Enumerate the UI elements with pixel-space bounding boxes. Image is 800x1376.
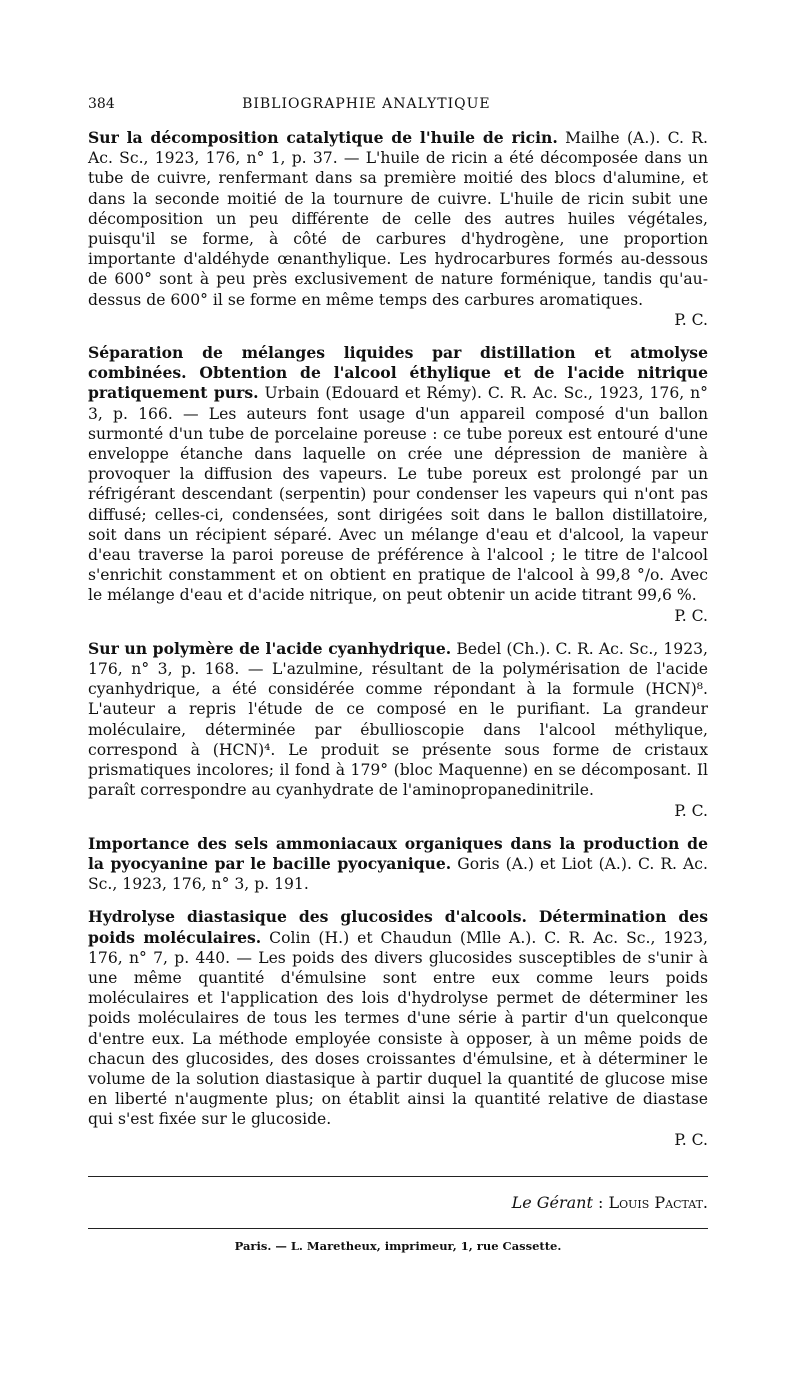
entry-signature: P. C.	[674, 1130, 708, 1149]
page-footer	[88, 1176, 708, 1253]
gerant-label: Le Gérant	[511, 1192, 593, 1212]
entry-signature: P. C.	[674, 606, 708, 625]
entry-title: Sur un polymère de l'acide cyanhydrique.	[88, 638, 452, 658]
running-title: BIBLIOGRAPHIE ANALYTIQUE	[242, 96, 491, 112]
entry-body: Urbain (Edouard et Rémy). C. R. Ac. Sc., 1923, 176, n° 3, p. 166. — Les auteurs font usage d'un appareil composé d'un ballon surmonté d'un tube de porcelaine poreuse : ce tube poreux est entouré d'une enveloppe étanche dans laquelle on crée une dépression de manière à provoquer la diffusion des vapeurs. Le tube poreux est prolongé par un réfrigérant descendant (serpentin) pour condenser les vapeurs qui n'ont pas diffusé; celles-ci, condensées, sont dirigées soit dans le ballon distillatoire, soit dans un récipient séparé. Avec un mélange d'eau et d'alcool, la vapeur d'eau traverse la paroi poreuse de préférence à l'alcool ; le titre de l'alcool s'enrichit constamment et on obtient en pratique de l'alcool à 99,8 °/o. Avec le mélange d'eau et d'acide nitrique, on peut obtenir un acide titrant 99,6 %.	[88, 384, 708, 605]
entry-body: Colin (H.) et Chaudun (Mlle A.). C. R. Ac. Sc., 1923, 176, n° 7, p. 440. — Les poids des divers glucosides susceptibles de s'unir à une même quantité d'émulsine sont entre eux comme leurs poids moléculaires et l'application des lois d'hydrolyse permet de déterminer les poids moléculaires de tous les termes d'une série à partir d'un quelconque d'entre eux. La méthode employée consiste à opposer, à un même poids de chacun des glucosides, des doses croissantes d'émulsine, et à déterminer le volume de la solution diastasique à partir duquel la quantité de glucose mise en liberté n'augmente plus; on établit ainsi la quantité relative de diastase qui s'est fixée sur le glucoside.	[88, 928, 708, 1129]
gerant-line	[88, 1193, 708, 1212]
page-header	[88, 96, 708, 112]
printer-line: Paris. — L. Maretheux, imprimeur, 1, rue Cassette.	[234, 1238, 562, 1253]
gerant-separator: :	[592, 1192, 609, 1212]
entry-title: Sur la décomposition catalytique de l'huile de ricin.	[88, 128, 558, 147]
page	[88, 96, 708, 1253]
divider	[88, 1228, 708, 1229]
entry-signature: P. C.	[674, 801, 708, 820]
entry-body: Goris (A.) et Liot (A.). C. R. Ac. Sc., 1923, 176, n° 3, p. 191.	[88, 854, 709, 894]
entry-title: Hydrolyse diastasique des glucosides d'alcools. Détermination des poids moléculaires.	[88, 907, 708, 947]
divider	[88, 1176, 708, 1177]
bibliography-entry	[88, 343, 708, 626]
entry-title: Importance des sels ammoniacaux organiques dans la production de la pyocyanine par le bacille pyocyanique.	[88, 833, 708, 873]
entry-body: Mailhe (A.). C. R. Ac. Sc., 1923, 176, n° 1, p. 37. — L'huile de ricin a été décomposée dans un tube de cuivre, renfermant dans sa première moitié des blocs d'alumine, et dans la seconde moitié de la tournure de cuivre. L'huile de ricin subit une décomposition un peu différente de celle des autres huiles végétales, puisqu'il se forme, à côté de carbures d'hydrogène, une proportion importante d'aldéhyde œnanthylique. Les hydrocarbures formés au-dessous de 600° sont à peu près exclusivement de nature forménique, tandis qu'au-dessus de 600° il se forme en même temps des carbures aromatiques.	[88, 129, 708, 309]
bibliography-entry	[88, 128, 708, 330]
entry-title: Séparation de mélanges liquides par distillation et atmolyse combinées. Obtention de l'alcool éthylique et de l'acide nitrique pratiquement purs.	[88, 343, 708, 403]
bibliography-entry	[88, 834, 708, 895]
entry-signature: P. C.	[674, 310, 708, 329]
entry-body: Bedel (Ch.). C. R. Ac. Sc., 1923, 176, n° 3, p. 168. — L'azulmine, résultant de la polymérisation de l'acide cyanhydrique, a été considérée comme répondant à la formule (HCN)⁸. L'auteur a repris l'étude de ce composé en le purifiant. La grandeur moléculaire, déterminée par ébullioscopie dans l'alcool méthylique, correspond à (HCN)⁴. Le produit se présente sous forme de cristaux prismatiques incolores; il fond à 179° (bloc Maquenne) en se décomposant. Il paraît correspondre au cyanhydrate de l'aminopropanedinitrile.	[88, 639, 709, 800]
bibliography-entry	[88, 907, 708, 1149]
bibliography-entry	[88, 639, 708, 821]
page-number: 384	[88, 96, 115, 112]
gerant-name: Louis Pactat.	[608, 1192, 708, 1212]
